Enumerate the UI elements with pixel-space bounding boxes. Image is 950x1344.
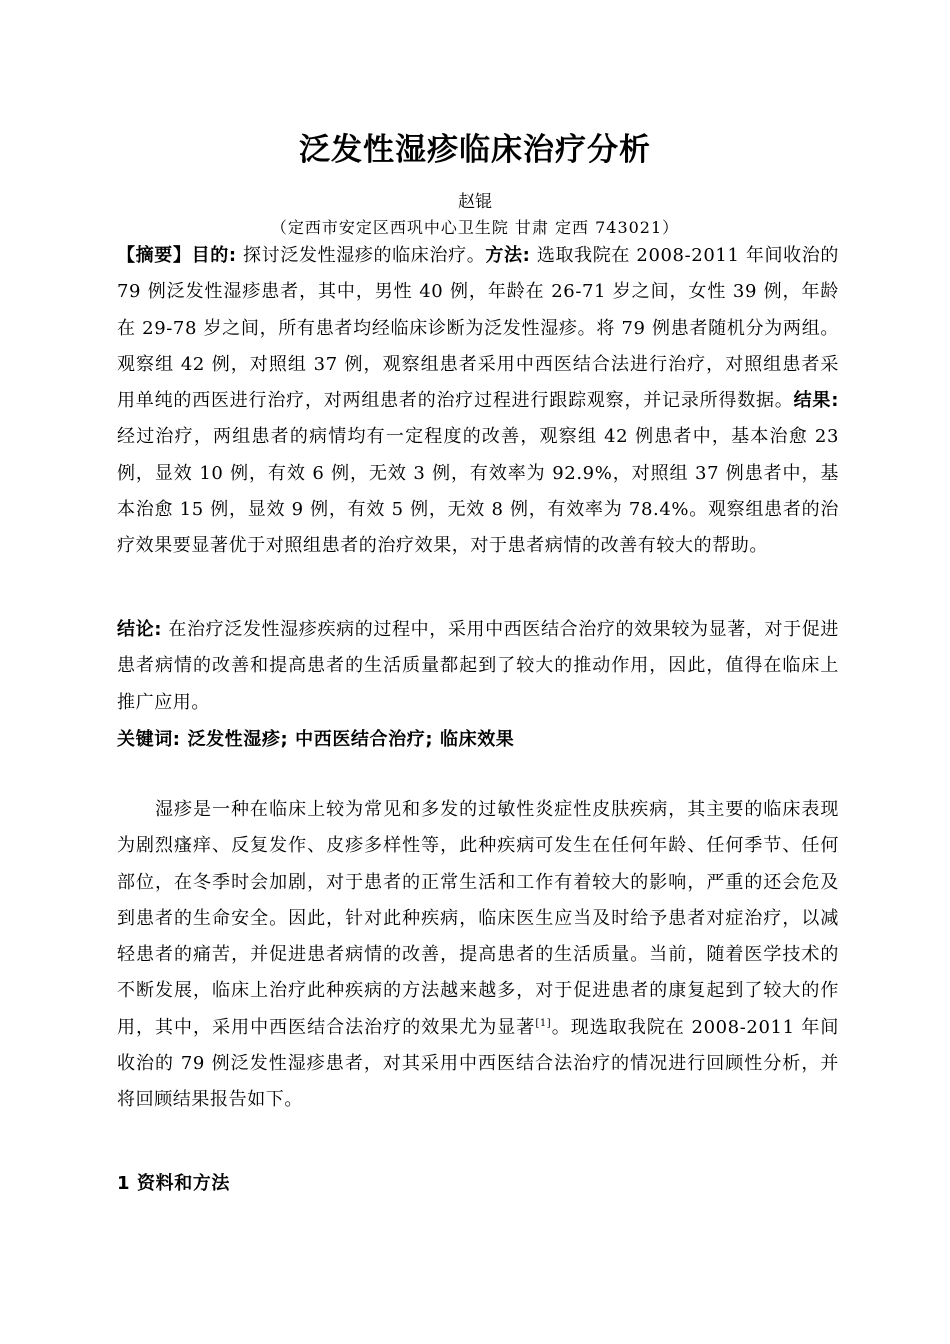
citation-ref: [1] (535, 1017, 552, 1029)
results-text: 经过治疗，两组患者的病情均有一定程度的改善，观察组 42 例患者中，基本治愈 23 例，显效 10 例，有效 6 例，无效 3 例，有效率为 92.9%，对照组 37 例患者中，基本治愈 15 例，显效 9 例，有效 5 例，无效 8 例，有效率为 78.4%。观察组患者的治疗效果要显著优于对照组患者的治疗效果，对于患者病情的改善有较大的帮助。 (117, 426, 839, 557)
conclusion-text: 在治疗泛发性湿疹疾病的过程中，采用中西医结合治疗的效果较为显著，对于促进患者病情的改善和提高患者的生活质量都起到了较大的推动作用，因此，值得在临床上推广应用。 (117, 619, 840, 713)
conclusion-paragraph (117, 612, 839, 721)
abstract-paragraph (117, 238, 839, 565)
results-label: 结果: (793, 390, 839, 412)
intro-text-after-ref: 。现选取我院在 2008-2011 年间收治的 79 例泛发性湿疹患者，对其采用中西医结合法治疗的情况进行回顾性分析，并将回顾结果报告如下。 (117, 1016, 839, 1111)
conclusion-label: 结论: (117, 619, 163, 640)
paper-title: 泛发性湿疹临床治疗分析 (299, 132, 651, 168)
methods-label: 方法: (485, 245, 531, 266)
intro-paragraph (117, 792, 839, 1119)
author-name: 赵锟 (458, 192, 492, 212)
section-heading-1: 1 资料和方法 (117, 1173, 230, 1194)
author-affiliation: （定西市安定区西巩中心卫生院 甘肃 定西 743021） (270, 218, 680, 237)
abstract-label: 【摘要】 (117, 245, 192, 266)
objective-label: 目的: (191, 245, 237, 266)
intro-text-before-ref: 湿疹是一种在临床上较为常见和多发的过敏性炎症性皮肤疾病，其主要的临床表现为剧烈瘙痒、反复发作、皮疹多样性等，此种疾病可发生在任何年龄、任何季节、任何部位，在冬季时会加剧，对于患者的正常生活和工作有着较大的影响，严重的还会危及到患者的生命安全。因此，针对此种疾病，临床医生应当及时给予患者对症治疗，以减轻患者的痛苦，并促进患者病情的改善，提高患者的生活质量。当前，随着医学技术的不断发展，临床上治疗此种疾病的方法越来越多，对于促进患者的康复起到了较大的作用，其中，采用中西医结合法治疗的效果尤为显著 (117, 799, 839, 1038)
methods-text: 选取我院在 2008-2011 年间收治的 79 例泛发性湿疹患者，其中，男性 40 例，年龄在 26-71 岁之间，女性 39 例，年龄在 29-78 岁之间，所有患者均经临床诊断为泛发性湿疹。将 79 例患者随机分为两组。观察组 42 例，对照组 37 例，观察组患者采用中西医结合法进行治疗，对照组患者采用单纯的西医进行治疗，对两组患者的治疗过程进行跟踪观察，并记录所得数据。 (117, 245, 840, 412)
keywords-line: 关键词: 泛发性湿疹; 中西医结合治疗; 临床效果 (117, 729, 515, 750)
objective-text: 探讨泛发性湿疹的临床治疗。 (236, 245, 486, 266)
